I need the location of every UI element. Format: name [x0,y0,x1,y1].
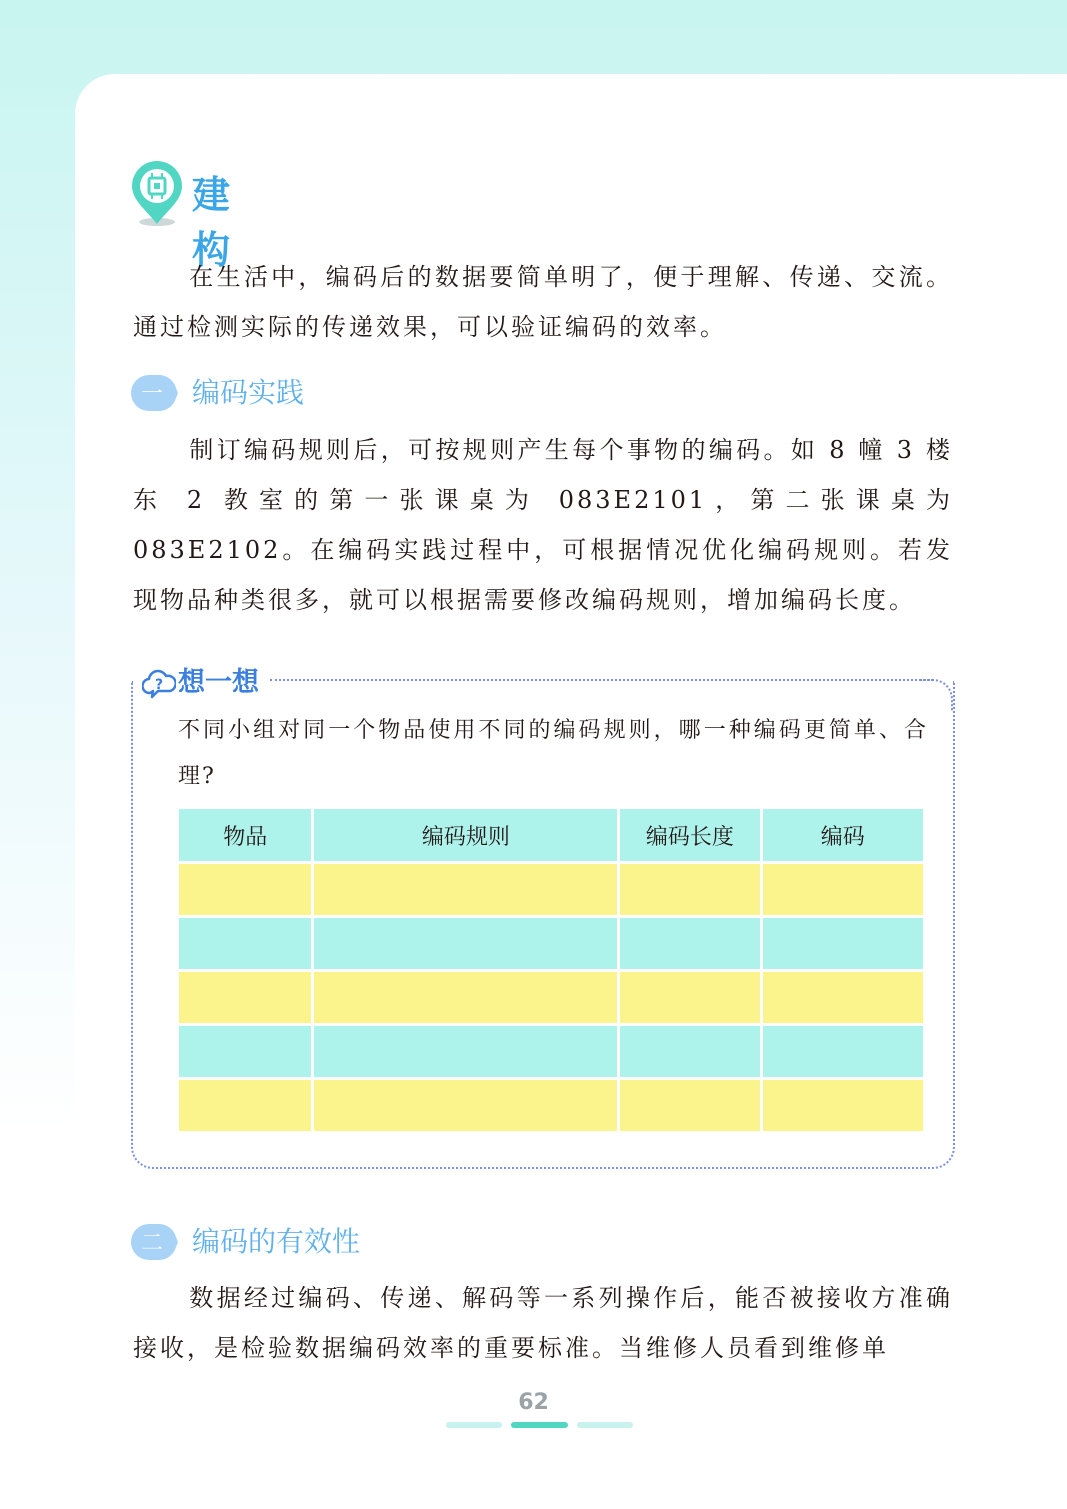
number-badge-icon [130,1223,178,1261]
table-cell[interactable] [761,917,924,971]
badge-number: 二 [140,1231,164,1256]
subsection-title: 编码的有效性 [192,1225,361,1258]
svg-text:?: ? [154,677,164,693]
table-cell[interactable] [619,1079,761,1133]
subsection-title: 编码实践 [192,376,305,409]
thinking-cloud-icon [142,669,176,699]
table-cell[interactable] [178,1079,313,1133]
table-row [178,917,925,971]
coding-table [176,806,926,1134]
table-cell[interactable] [313,863,619,917]
think-question [178,708,928,800]
table-cell[interactable] [761,1079,924,1133]
header-rule: 编码规则 [313,808,619,863]
table-cell[interactable] [619,1025,761,1079]
practice-text: 制订编码规则后，可按规则产生每个事物的编码。如 8 幢 3 楼东 2 教室的第一张课桌为 083E2101，第二张课桌为 083E2102。在编码实践过程中，可根据情况优化编码规则。若发现物品种类很多，就可以根据需要修改编码规则，增加编码长度。 [133,436,953,614]
table-cell[interactable] [178,863,313,917]
number-badge-icon [130,374,178,412]
table-cell[interactable] [761,971,924,1025]
table-cell[interactable] [178,1025,313,1079]
table-header-row [178,808,925,863]
page-indicator-left [446,1422,502,1428]
header-length: 编码长度 [619,808,761,863]
table-cell[interactable] [761,1025,924,1079]
validity-text: 数据经过编码、传递、解码等一系列操作后，能否被接收方准确接收，是检验数据编码效率的重要标准。当维修人员看到维修单 [133,1284,953,1362]
page-indicator-current [511,1422,568,1428]
practice-paragraph [133,425,953,625]
table-row [178,1025,925,1079]
table-cell[interactable] [313,1079,619,1133]
header-item: 物品 [178,808,313,863]
table-cell[interactable] [761,863,924,917]
header-code: 编码 [761,808,924,863]
table-cell[interactable] [178,971,313,1025]
section-title: 建构 [192,173,233,272]
intro-paragraph [133,252,953,352]
chip-pin-icon [128,158,186,228]
think-box-top-border [270,679,933,681]
page-indicator-right [577,1422,633,1428]
table-row [178,863,925,917]
badge-number: 一 [140,382,164,407]
intro-text: 在生活中，编码后的数据要简单明了，便于理解、传递、交流。通过检测实际的传递效果，可以验证编码的效率。 [133,263,953,341]
table-cell[interactable] [619,917,761,971]
table-cell[interactable] [313,1025,619,1079]
table-cell[interactable] [619,971,761,1025]
table-row [178,1079,925,1133]
table-cell[interactable] [178,917,313,971]
validity-paragraph [133,1273,953,1373]
table-cell[interactable] [619,863,761,917]
think-title: 想一想 [178,667,259,698]
think-question-text: 不同小组对同一个物品使用不同的编码规则，哪一种编码更简单、合理? [178,718,928,789]
table-row [178,971,925,1025]
table-cell[interactable] [313,971,619,1025]
page-number: 62 [518,1390,549,1415]
table-cell[interactable] [313,917,619,971]
